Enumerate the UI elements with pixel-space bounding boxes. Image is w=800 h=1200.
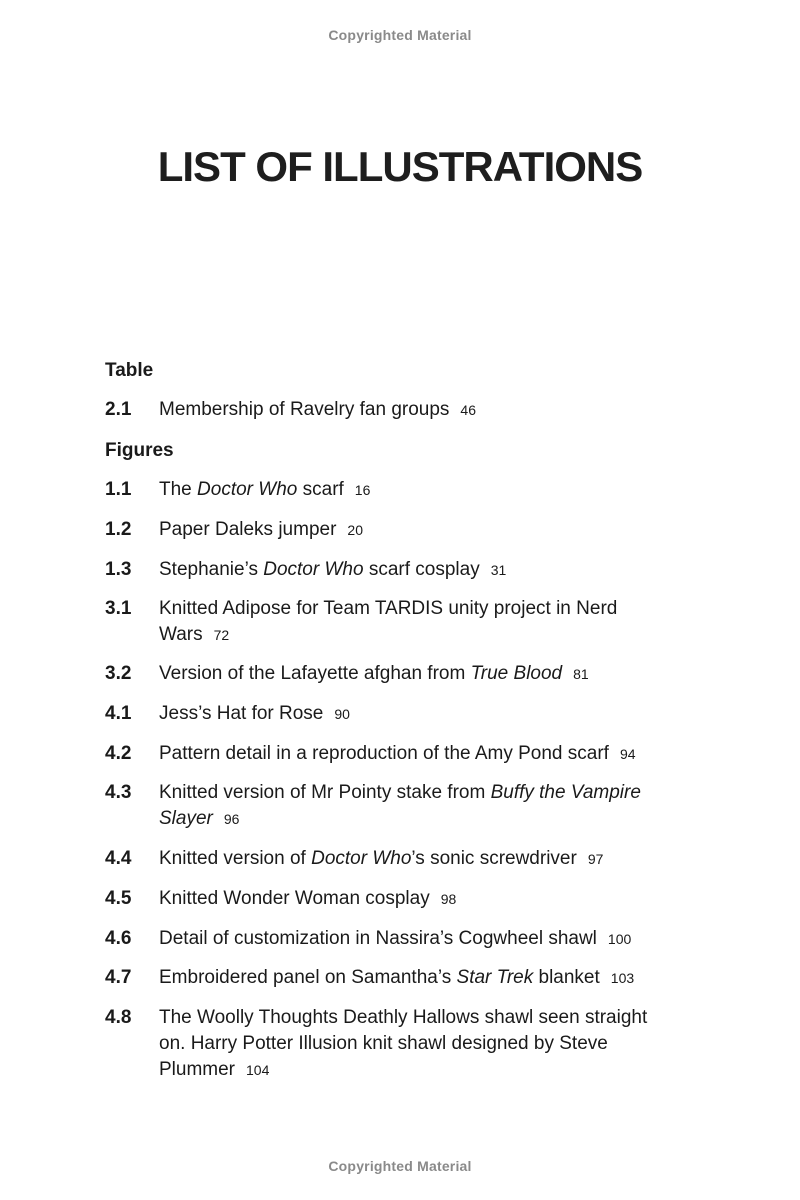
entry-page: 16 xyxy=(354,482,371,498)
list-item-figure-3-1 xyxy=(105,596,665,648)
entry-number: 1.2 xyxy=(105,519,132,540)
entry-text: Paper Daleks jumper 20 xyxy=(159,519,363,540)
entry-text: Knitted Wonder Woman cosplay 98 xyxy=(159,888,457,909)
list-item-figure-1-1 xyxy=(105,477,665,503)
copyright-watermark-bottom: Copyrighted Material xyxy=(328,1158,472,1174)
entry-page: 103 xyxy=(610,970,635,986)
entry-number: 4.7 xyxy=(105,967,132,988)
list-item-figure-4-2 xyxy=(105,741,665,767)
list-item-figure-1-2 xyxy=(105,517,665,543)
list-item-figure-3-2 xyxy=(105,661,665,687)
entry-number: 3.1 xyxy=(105,598,132,619)
list-item-figure-4-5 xyxy=(105,886,665,912)
entry-text: Detail of customization in Nassira’s Cogwheel shawl 100 xyxy=(159,928,632,949)
entry-text: Embroidered panel on Samantha’s Star Trek blanket 103 xyxy=(159,967,635,988)
entry-page: 90 xyxy=(334,706,350,722)
list-item-figure-4-7 xyxy=(105,965,665,991)
list-item-figure-1-3 xyxy=(105,557,665,583)
entry-number: 4.6 xyxy=(105,928,132,949)
entry-text: Version of the Lafayette afghan from True Blood 81 xyxy=(159,663,589,684)
entry-number: 3.2 xyxy=(105,663,132,684)
page-title: LIST OF ILLUSTRATIONS xyxy=(157,143,643,190)
entry-text: Knitted version of Mr Pointy stake from Buffy the Vampire Slayer 96 xyxy=(159,782,641,829)
entry-number: 4.2 xyxy=(105,743,132,764)
entry-number: 4.5 xyxy=(105,888,132,909)
entry-page: 98 xyxy=(440,891,457,907)
entry-text: The Woolly Thoughts Deathly Hallows shawl seen straight on. Harry Potter Illusion knit shawl designed by Steve Plummer 104 xyxy=(159,1007,648,1080)
entry-page: 97 xyxy=(587,851,604,867)
entry-text: Jess’s Hat for Rose 90 xyxy=(159,703,350,724)
list-item-figure-4-8 xyxy=(105,1005,665,1083)
entry-text: The Doctor Who scarf 16 xyxy=(159,479,371,500)
entry-page: 31 xyxy=(490,562,507,578)
section-heading-table: Table xyxy=(105,360,154,381)
entry-number: 4.1 xyxy=(105,703,132,724)
list-item-figure-4-3 xyxy=(105,780,665,832)
entry-page: 104 xyxy=(246,1062,270,1078)
list-item-figure-4-4 xyxy=(105,846,665,872)
list-item-table-2-1 xyxy=(105,397,665,423)
entry-number: 4.8 xyxy=(105,1007,132,1028)
list-item-figure-4-1 xyxy=(105,701,665,727)
list-item-figure-4-6 xyxy=(105,926,665,952)
entry-page: 96 xyxy=(223,811,240,827)
entry-page: 94 xyxy=(619,746,636,762)
entry-number: 1.3 xyxy=(105,559,132,580)
entry-page: 81 xyxy=(573,666,589,682)
entry-number: 2.1 xyxy=(105,399,132,420)
entry-text: Knitted version of Doctor Who’s sonic screwdriver 97 xyxy=(159,848,604,869)
entry-page: 46 xyxy=(460,402,476,418)
section-heading-figures: Figures xyxy=(105,440,174,461)
copyright-watermark-top: Copyrighted Material xyxy=(328,27,472,43)
entry-text: Membership of Ravelry fan groups 46 xyxy=(159,399,476,420)
entry-page: 20 xyxy=(347,522,363,538)
entry-number: 4.4 xyxy=(105,848,132,869)
entry-text: Pattern detail in a reproduction of the Amy Pond scarf 94 xyxy=(159,743,636,764)
entry-text: Knitted Adipose for Team TARDIS unity project in Nerd Wars 72 xyxy=(159,598,618,645)
entry-number: 4.3 xyxy=(105,782,132,803)
entry-text: Stephanie’s Doctor Who scarf cosplay 31 xyxy=(159,559,507,580)
entry-page: 72 xyxy=(213,627,230,643)
entry-number: 1.1 xyxy=(105,479,132,500)
entry-page: 100 xyxy=(607,931,632,947)
